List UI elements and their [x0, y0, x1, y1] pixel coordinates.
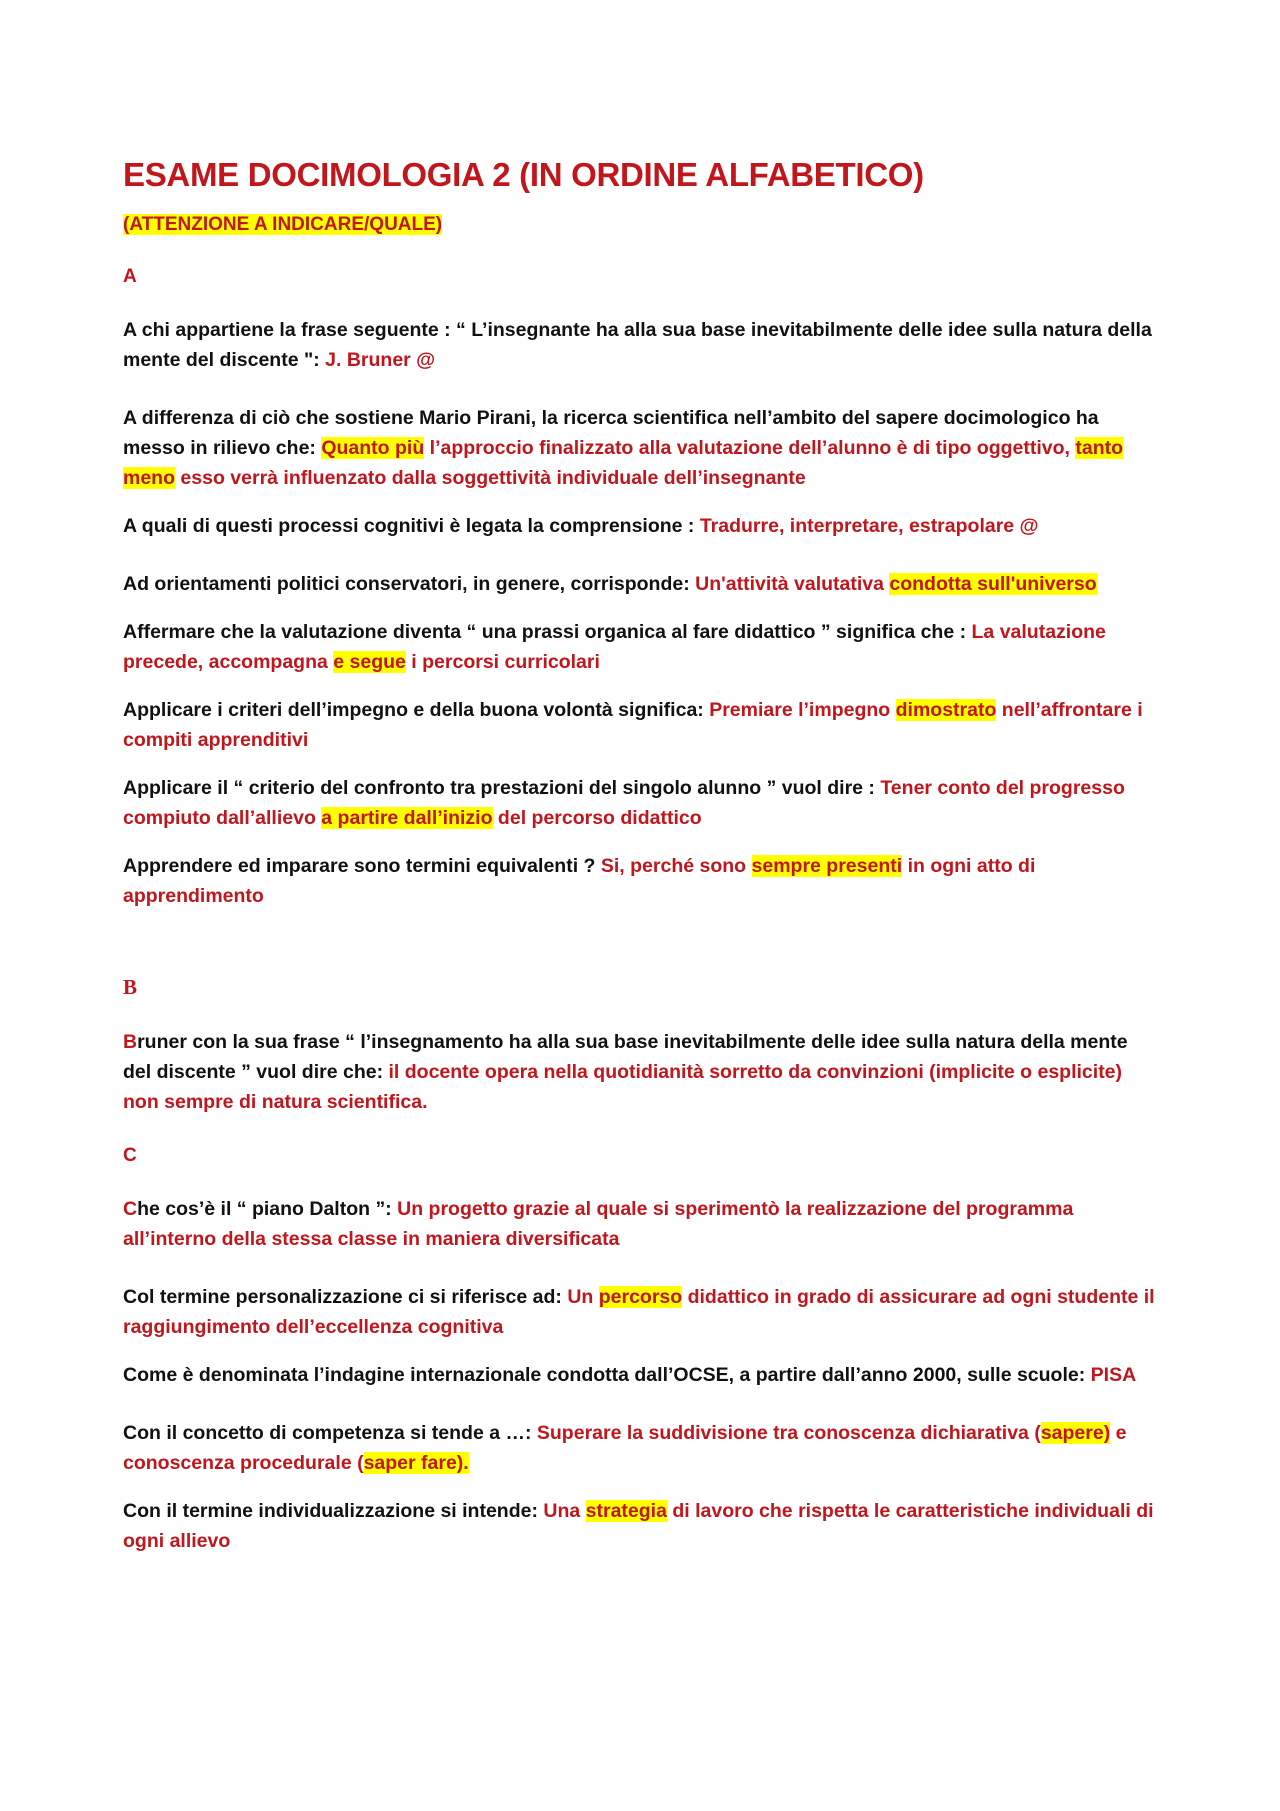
answer-text: l’approccio finalizzato alla valutazione dell’alunno è di tipo oggettivo, — [424, 437, 1076, 459]
question-text: Come è denominata l’indagine internazionale condotta dall’OCSE, a partire dall’anno 2000, sulle scuole: — [123, 1364, 1091, 1386]
qa-item — [123, 1027, 1160, 1117]
answer-text: Un — [567, 1286, 599, 1308]
answer-text: Un progetto grazie al quale si sperimentò la realizzazione del programma all’interno della stessa classe in maniera diversificata — [123, 1198, 1074, 1250]
qa-item — [123, 315, 1160, 375]
question-text: A quali di questi processi cognitivi è legata la comprensione : — [123, 515, 700, 537]
answer-text: Tener conto del progresso compiuto dall’allievo — [123, 777, 1125, 829]
answer-text: del percorso didattico — [492, 807, 702, 829]
answer-highlight: strategia — [585, 1500, 667, 1522]
attention-note — [123, 214, 1160, 236]
answer-text: La valutazione precede, accompagna — [123, 621, 1106, 673]
qa-item — [123, 511, 1160, 541]
qa-item — [123, 1418, 1160, 1478]
question-text: Con il concetto di competenza si tende a …: — [123, 1422, 537, 1444]
answer-text: Premiare l’impegno — [709, 699, 896, 721]
question-text: Applicare i criteri dell’impegno e della buona volontà significa: — [123, 699, 710, 721]
answer-text: Una — [543, 1500, 586, 1522]
qa-item — [123, 773, 1160, 833]
section-letter-a: A — [123, 266, 137, 287]
question-text: Affermare che la valutazione diventa “ una prassi organica al fare didattico ” significa che : — [123, 621, 972, 643]
answer-highlight: saper fare). — [363, 1452, 469, 1474]
qa-item — [123, 695, 1160, 755]
answer-highlight: sapere) — [1040, 1422, 1111, 1444]
answer-highlight: tanto meno — [123, 437, 1124, 489]
section-letter-b: B — [123, 975, 138, 999]
qa-item — [123, 1282, 1160, 1342]
initial-letter: B — [123, 1031, 138, 1053]
question-text: he cos’è il “ piano Dalton ”: — [137, 1198, 398, 1220]
qa-item — [123, 617, 1160, 677]
qa-item — [123, 569, 1160, 599]
question-text: Applicare il “ criterio del confronto tra prestazioni del singolo alunno ” vuol dire : — [123, 777, 881, 799]
qa-item — [123, 403, 1160, 493]
answer-highlight: sempre presenti — [751, 855, 903, 877]
section-letter-c: C — [123, 1145, 137, 1166]
answer-text: il docente opera nella quotidianità sorretto da convinzioni (implicite o esplicite) non sempre di natura scientifica. — [123, 1061, 1123, 1113]
answer-highlight: percorso — [598, 1286, 683, 1308]
qa-item — [123, 851, 1160, 911]
answer-text: Un'attività valutativa — [695, 573, 890, 595]
question-text: runer con la sua frase “ l’insegnamento ha alla sua base inevitabilmente delle idee sulla natura della mente del discente ” vuol dire che: — [123, 1031, 1128, 1083]
qa-item — [123, 1496, 1160, 1556]
answer-highlight: condotta sull'universo — [889, 573, 1097, 595]
answer-text: nell’affrontare i compiti apprenditivi — [123, 699, 1143, 751]
answer-highlight: e segue — [333, 651, 406, 673]
qa-item — [123, 1194, 1160, 1254]
answer-text: i percorsi curricolari — [405, 651, 600, 673]
question-text: A chi appartiene la frase seguente : “ L’insegnante ha alla sua base inevitabilmente delle idee sulla natura della mente del discente ": — [123, 319, 1152, 371]
answer-highlight: Quanto più — [321, 437, 425, 459]
answer-text: J. Bruner @ — [325, 349, 436, 371]
answer-text: PISA — [1090, 1364, 1137, 1386]
answer-text: didattico in grado di assicurare ad ogni studente il raggiungimento dell’eccellenza cognitiva — [123, 1286, 1155, 1338]
initial-letter: C — [123, 1198, 138, 1220]
qa-item — [123, 1360, 1160, 1390]
answer-text: Si, perché sono — [600, 855, 752, 877]
question-text: A differenza di ciò che sostiene Mario Pirani, la ricerca scientifica nell’ambito del sapere docimologico ha messo in rilievo che: — [123, 407, 1099, 459]
answer-highlight: dimostrato — [895, 699, 997, 721]
answer-text: Superare la suddivisione tra conoscenza dichiarativa ( — [536, 1422, 1041, 1444]
answer-text: esso verrà influenzato dalla soggettività individuale dell’insegnante — [175, 467, 806, 489]
question-text: Ad orientamenti politici conservatori, in genere, corrisponde: — [123, 573, 696, 595]
answer-highlight: a partire dall’inizio — [321, 807, 493, 829]
answer-text: Tradurre, interpretare, estrapolare @ — [699, 515, 1039, 537]
question-text: Col termine personalizzazione ci si riferisce ad: — [123, 1286, 568, 1308]
answer-text: in ogni atto di apprendimento — [123, 855, 1036, 907]
answer-text: di lavoro che rispetta le caratteristiche individuali di ogni allievo — [123, 1500, 1154, 1552]
attention-note-text: (ATTENZIONE A INDICARE/QUALE) — [123, 214, 443, 235]
question-text: Apprendere ed imparare sono termini equivalenti ? — [123, 855, 601, 877]
answer-text: e conoscenza procedurale ( — [123, 1422, 1127, 1474]
question-text: Con il termine individualizzazione si intende: — [123, 1500, 544, 1522]
page-title: ESAME DOCIMOLOGIA 2 (IN ORDINE ALFABETICO) — [123, 156, 924, 193]
